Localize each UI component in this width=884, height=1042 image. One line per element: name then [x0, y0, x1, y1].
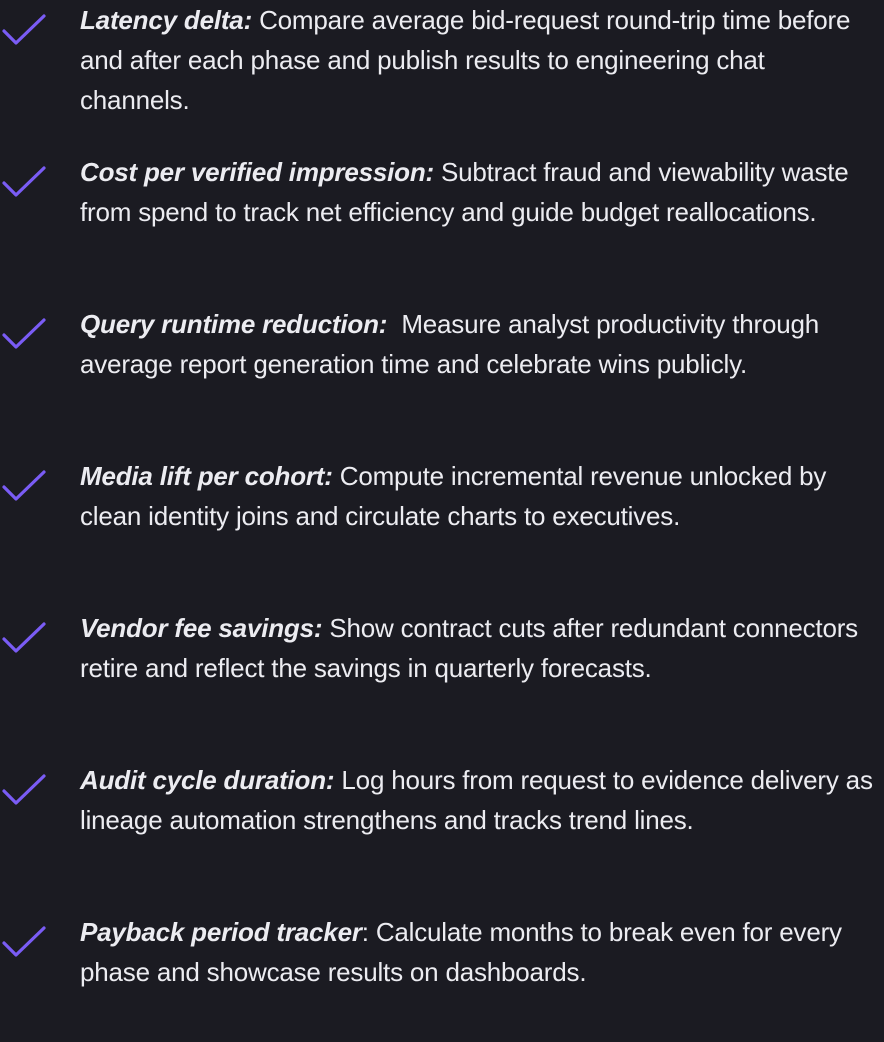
list-item-separator	[387, 309, 401, 339]
list-item-text	[80, 152, 878, 232]
list-item	[0, 304, 884, 434]
checkmark-icon	[0, 924, 48, 960]
list-item-description: Log hours from request to evidence delivery as lineage automation strengthens and tracks trend lines.	[80, 765, 873, 835]
list-item-description: Measure analyst productivity through average report generation time and celebrate wins publicly.	[80, 309, 819, 379]
list-item	[0, 152, 884, 282]
list-item-text	[80, 0, 878, 120]
checkmark-icon	[0, 164, 48, 200]
list-item-term: Vendor fee savings:	[80, 613, 323, 643]
list-item	[0, 0, 884, 130]
list-item-text	[80, 608, 878, 688]
list-item	[0, 608, 884, 738]
list-item-description: Compare average bid-request round-trip time before and after each phase and publish results to engineering chat channels.	[80, 5, 851, 115]
list-item	[0, 760, 884, 890]
list-item	[0, 912, 884, 1042]
list-item-description: Show contract cuts after redundant connectors retire and reflect the savings in quarterly forecasts.	[80, 613, 858, 683]
checkmark-icon	[0, 316, 48, 352]
list-item-text	[80, 912, 878, 992]
checkmark-icon	[0, 772, 48, 808]
list-item-separator	[434, 157, 441, 187]
list-item-text	[80, 304, 878, 384]
list-item-term: Cost per verified impression:	[80, 157, 434, 187]
list-item-text	[80, 456, 878, 536]
list-item-term: Latency delta:	[80, 5, 253, 35]
checkmark-icon	[0, 468, 48, 504]
list-item-text	[80, 760, 878, 840]
list-item-description: Compute incremental revenue unlocked by clean identity joins and circulate charts to executives.	[80, 461, 827, 531]
checkmark-icon	[0, 12, 48, 48]
list-item-term: Media lift per cohort:	[80, 461, 333, 491]
list-item	[0, 456, 884, 586]
list-item-term: Audit cycle duration:	[80, 765, 335, 795]
list-item-term: Payback period tracker	[80, 917, 362, 947]
checkmark-icon	[0, 620, 48, 656]
list-item-separator: :	[361, 917, 376, 947]
list-item-term: Query runtime reduction:	[80, 309, 388, 339]
list-item-separator	[333, 461, 340, 491]
list-item-separator	[252, 5, 259, 35]
list-item-description: Calculate months to break even for every phase and showcase results on dashboards.	[80, 917, 842, 987]
list-item-description: Subtract fraud and viewability waste from spend to track net efficiency and guide budget reallocations.	[80, 157, 849, 227]
